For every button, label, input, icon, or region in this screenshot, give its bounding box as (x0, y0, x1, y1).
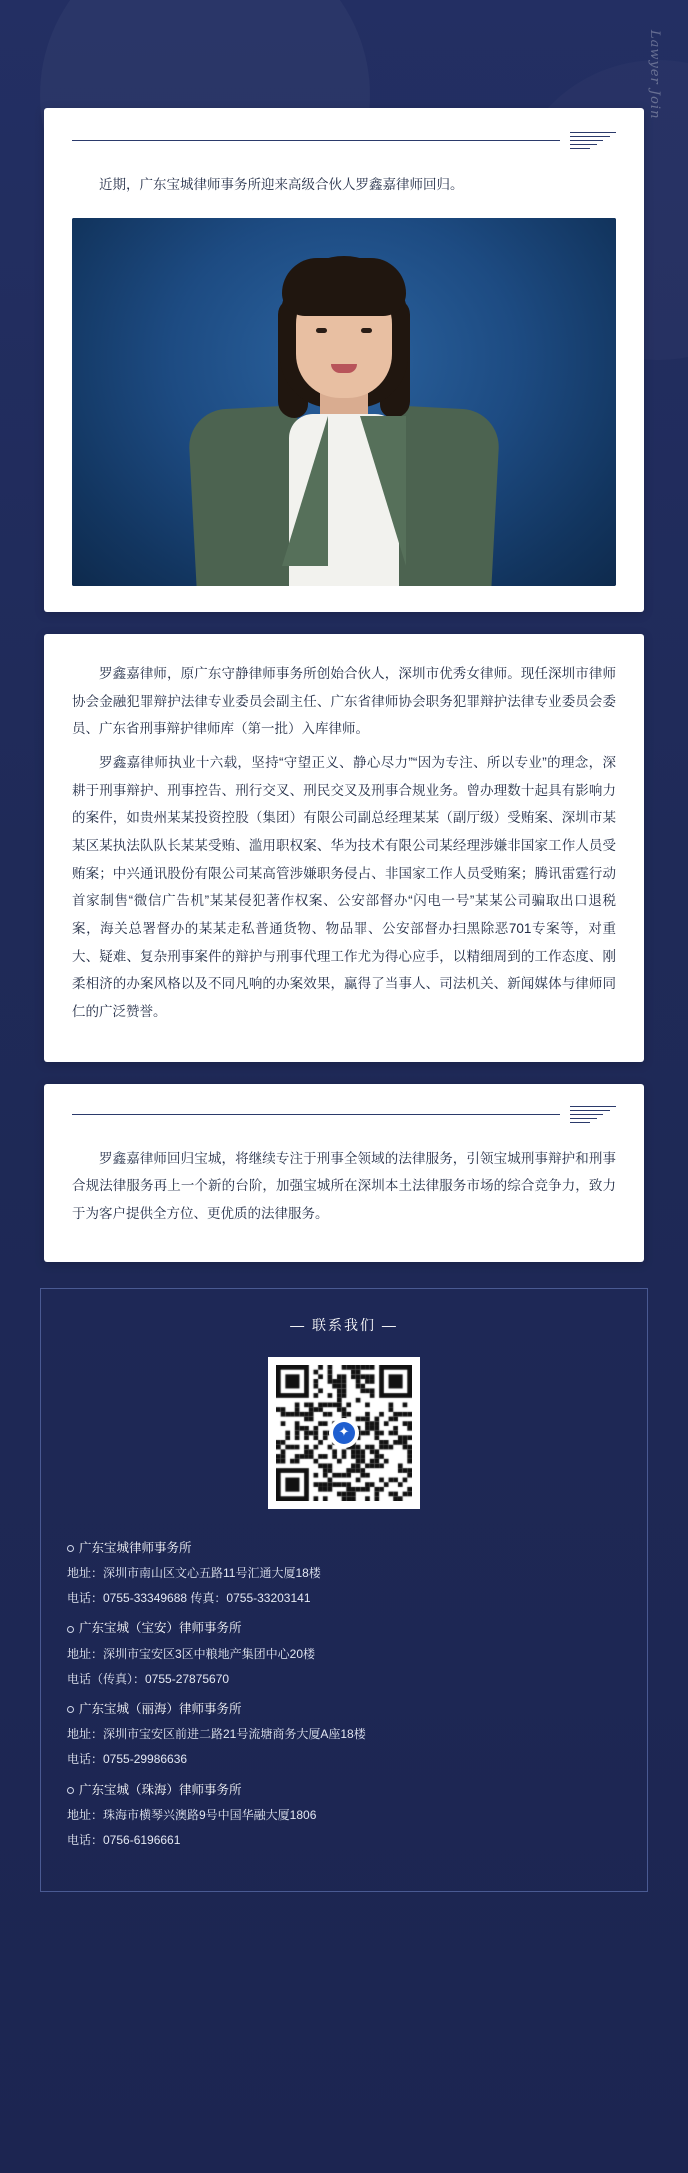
portrait-lapel-left (282, 416, 328, 566)
office-list (67, 1535, 621, 1854)
office-detail-line: 地址：深圳市宝安区前进二路21号流塘商务大厦A座18楼 (67, 1727, 366, 1742)
qr-code[interactable] (268, 1357, 420, 1509)
office-name: 广东宝城（珠海）律师事务所 (67, 1777, 621, 1803)
bullet-icon (67, 1626, 74, 1633)
bullet-icon (67, 1787, 74, 1794)
bio-paragraph-2: 罗鑫嘉律师执业十六载，坚持“守望正义、静心尽力”“因为专注、所以专业”的理念，深耕于刑事辩护、刑事控告、刑行交叉、刑民交叉及刑事合规业务。曾办理数十起具有影响力的案件，如贵州某某投资控股（集团）有限公司副总经理某某（副厅级）受贿案、深圳市某某区某执法队队长某某受贿、滥用职权案、华为技术有限公司某经理涉嫌非国家工作人员受贿案；中兴通讯股份有限公司某高管涉嫌职务侵占、非国家工作人员受贿案；腾讯雷霆行动首家制售“微信广告机”某某侵犯著作权案、公安部督办“闪电一号”某某公司骗取出口退税案，海关总署督办的某某走私普通货物、物品罪、公安部督办扫黑除恶701专案等，对重大、疑难、复杂刑事案件的辩护与刑事代理工作尤为得心应手，以精细周到的工作态度、刚柔相济的办案风格以及不同凡响的办案效果，赢得了当事人、司法机关、新闻媒体与律师同仁的广泛赞誉。 (72, 755, 616, 1020)
portrait-lapel-right (360, 416, 406, 566)
lawyer-portrait-photo (72, 218, 616, 586)
biography-card (44, 634, 644, 1062)
portrait-eye-right (361, 328, 372, 333)
bullet-icon (67, 1545, 74, 1552)
office-entry (67, 1777, 621, 1854)
office-name: 广东宝城律师事务所 (67, 1535, 621, 1561)
bullet-icon (67, 1706, 74, 1713)
office-detail-line: 电话：0755-33349688 传真：0755-33203141 (67, 1591, 311, 1606)
office-detail-line: 电话（传真）：0755-27875670 (67, 1671, 230, 1686)
office-entry (67, 1535, 621, 1612)
rule-line (72, 1114, 560, 1115)
qr-center-badge (329, 1418, 359, 1448)
office-entry (67, 1696, 621, 1773)
contact-section (40, 1288, 648, 1893)
rule-stack-icon (570, 1106, 616, 1123)
office-detail-line: 地址：深圳市南山区文心五路11号汇通大厦18楼 (67, 1566, 321, 1580)
contact-title: — 联系我们 — (290, 1316, 398, 1333)
office-entry (67, 1615, 621, 1692)
closing-text: 罗鑫嘉律师回归宝城，将继续专注于刑事全领域的法律服务，引领宝城刑事辩护和刑事合规法律服务再上一个新的台阶，加强宝城所在深圳本土法律服务市场的综合竞争力，致力于为客户提供全方位、更优质的法律服务。 (72, 1150, 616, 1222)
office-detail-line: 电话：0755-29986636 (67, 1752, 188, 1767)
rule-stack-icon (570, 132, 616, 149)
office-name: 广东宝城（丽海）律师事务所 (67, 1696, 621, 1722)
office-detail-line: 地址：深圳市宝安区3区中粮地产集团中心20楼 (67, 1646, 316, 1661)
closing-rule-ornament (72, 1106, 616, 1123)
qr-center-glyph: ✦ (333, 1422, 355, 1444)
portrait-eye-left (316, 328, 327, 333)
portrait-fringe (282, 258, 406, 316)
intro-card (44, 108, 644, 612)
intro-text: 近期，广东宝城律师事务所迎来高级合伙人罗鑫嘉律师回归。 (99, 177, 464, 192)
header-rule-ornament (72, 132, 616, 149)
office-detail-line: 电话：0756-6196661 (67, 1833, 181, 1848)
rule-line (72, 140, 560, 141)
decorative-script-text: Lawyer Join (647, 30, 662, 120)
closing-card (44, 1084, 644, 1262)
office-detail-line: 地址：珠海市横琴兴澳路9号中国华融大厦1806 (67, 1807, 317, 1822)
bio-paragraph-1: 罗鑫嘉律师，原广东守静律师事务所创始合伙人，深圳市优秀女律师。现任深圳市律师协会金融犯罪辩护法律专业委员会副主任、广东省律师协会职务犯罪辩护法律专业委员会委员、广东省刑事辩护律师库（第一批）入库律师。 (72, 666, 616, 737)
office-name: 广东宝城（宝安）律师事务所 (67, 1615, 621, 1641)
